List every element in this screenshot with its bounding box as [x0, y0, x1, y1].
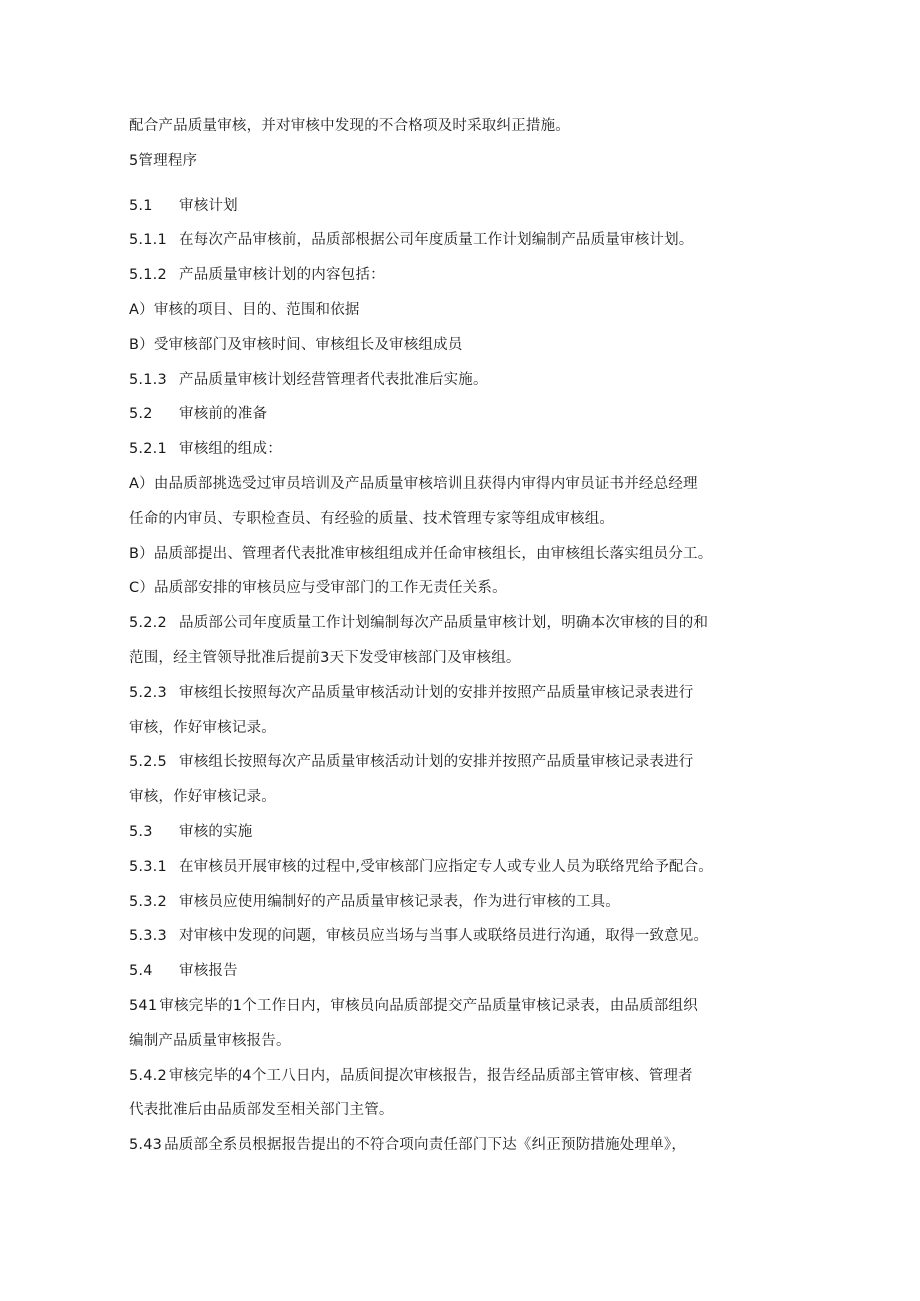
text-line [129, 189, 799, 224]
text-line [129, 363, 799, 398]
text-line [129, 397, 799, 432]
text-line [129, 223, 799, 258]
text-line [129, 502, 799, 537]
text-line [129, 328, 799, 363]
clause-text: 审核员应使用编制好的产品质量审核记录表，作为进行审核的工具。 [179, 893, 620, 910]
clause-text: 品质部全系员根据报告提出的不符合项向责任部门下达《纠正预防措施处理单》， [164, 1137, 687, 1154]
text-line [129, 144, 799, 179]
clause-number: 5.4.2 [129, 1067, 167, 1084]
text-line [129, 467, 799, 502]
text-line [129, 109, 799, 144]
clause-number: 5.2.3 [129, 684, 167, 701]
clause-text: 代表批准后由品质部发至相关部门主管。 [129, 1102, 394, 1119]
clause-number: 5.43 [129, 1137, 163, 1154]
text-line [129, 432, 799, 467]
text-line [129, 745, 799, 780]
clause-number: 5.2 [129, 406, 153, 423]
clause-number: 5.2.2 [129, 615, 167, 632]
text-line [129, 815, 799, 850]
clause-text: 在审核员开展审核的过程中,受审核部门应指定专人或专业人员为联络咒给予配合。 [179, 858, 714, 875]
clause-text: 配合产品质量审核，并对审核中发现的不合格项及时采取纠正措施。 [129, 118, 570, 134]
text-line [129, 780, 799, 815]
text-line [129, 258, 799, 293]
clause-text: 审核组长按照每次产品质量审核活动计划的安排并按照产品质量审核记录表进行 [179, 684, 694, 701]
clause-text: A）由品质部挑选受过审员培训及产品质量审核培训且获得内审得内审员证书并经总经理 [129, 475, 698, 492]
text-line [129, 537, 799, 572]
text-line [129, 1059, 799, 1094]
text-line [129, 850, 799, 885]
clause-text: 品质部公司年度质量工作计划编制每次产品质量审核计划，明确本次审核的目的和 [179, 615, 709, 632]
clause-number: 5.2.5 [129, 754, 167, 771]
text-line [129, 711, 799, 746]
clause-text: 审核组长按照每次产品质量审核活动计划的安排并按照产品质量审核记录表进行 [179, 754, 694, 771]
clause-text: 范围，经主管领导批准后提前3天下发受审核部门及审核组。 [129, 649, 521, 666]
clause-text: 审核组的组成： [179, 441, 282, 458]
clause-text: 5管理程序 [129, 152, 198, 169]
clause-text: 产品质量审核计划的内容包括： [179, 267, 385, 284]
clause-number: 5.3.2 [129, 893, 167, 910]
clause-number: 5.1 [129, 197, 153, 214]
clause-text: 任命的内审员、专职检查员、有经验的质量、技术管理专家等组成审核组。 [129, 510, 615, 527]
clause-number: 5.1.3 [129, 371, 167, 388]
text-line [129, 1128, 799, 1163]
clause-text: B）受审核部门及审核时间、审核组长及审核组成员 [129, 336, 463, 353]
text-line [129, 919, 799, 954]
clause-number: 541 [129, 997, 158, 1014]
clause-text: B）品质部提出、管理者代表批准审核组组成并任命审核组长，由审核组长落实组员分工。 [129, 545, 713, 562]
text-line [129, 293, 799, 328]
clause-number: 5.4 [129, 963, 153, 980]
text-line [129, 1024, 799, 1059]
text-line [129, 641, 799, 676]
clause-text: 审核的实施 [179, 823, 253, 840]
clause-text: 编制产品质量审核报告。 [129, 1032, 291, 1049]
clause-text: 审核前的准备 [179, 406, 268, 423]
clause-number: 5.1.1 [129, 232, 167, 249]
text-line [129, 989, 799, 1024]
clause-text: 对审核中发现的问题，审核员应当场与当事人或联络员进行沟通，取得一致意见。 [179, 928, 709, 945]
document-body [129, 109, 799, 1163]
text-line [129, 676, 799, 711]
clause-number: 5.2.1 [129, 441, 167, 458]
clause-text: 审核，作好审核记录。 [129, 719, 276, 736]
clause-text: 审核，作好审核记录。 [129, 789, 276, 806]
clause-text: 产品质量审核计划经营管理者代表批准后实施。 [179, 371, 488, 388]
text-line [129, 1093, 799, 1128]
clause-text: C）品质部安排的审核员应与受审部门的工作无责任关系。 [129, 580, 507, 597]
clause-text: 审核完毕的1个工作日内，审核员向品质部提交产品质量审核记录表，由品质部组织 [159, 997, 698, 1014]
clause-number: 5.3.3 [129, 928, 167, 945]
clause-text: 审核报告 [179, 963, 238, 980]
text-line [129, 954, 799, 989]
clause-text: 审核计划 [179, 197, 238, 214]
text-line [129, 885, 799, 920]
clause-number: 5.1.2 [129, 267, 167, 284]
text-line [129, 606, 799, 641]
clause-text: 审核完毕的4个工八日内，品质间提次审核报告，报告经品质部主管审核、管理者 [168, 1067, 693, 1084]
text-line [129, 571, 799, 606]
clause-text: A）审核的项目、目的、范围和依据 [129, 301, 360, 318]
clause-number: 5.3 [129, 823, 153, 840]
clause-number: 5.3.1 [129, 858, 167, 875]
clause-text: 在每次产品审核前，品质部根据公司年度质量工作计划编制产品质量审核计划。 [179, 232, 694, 249]
